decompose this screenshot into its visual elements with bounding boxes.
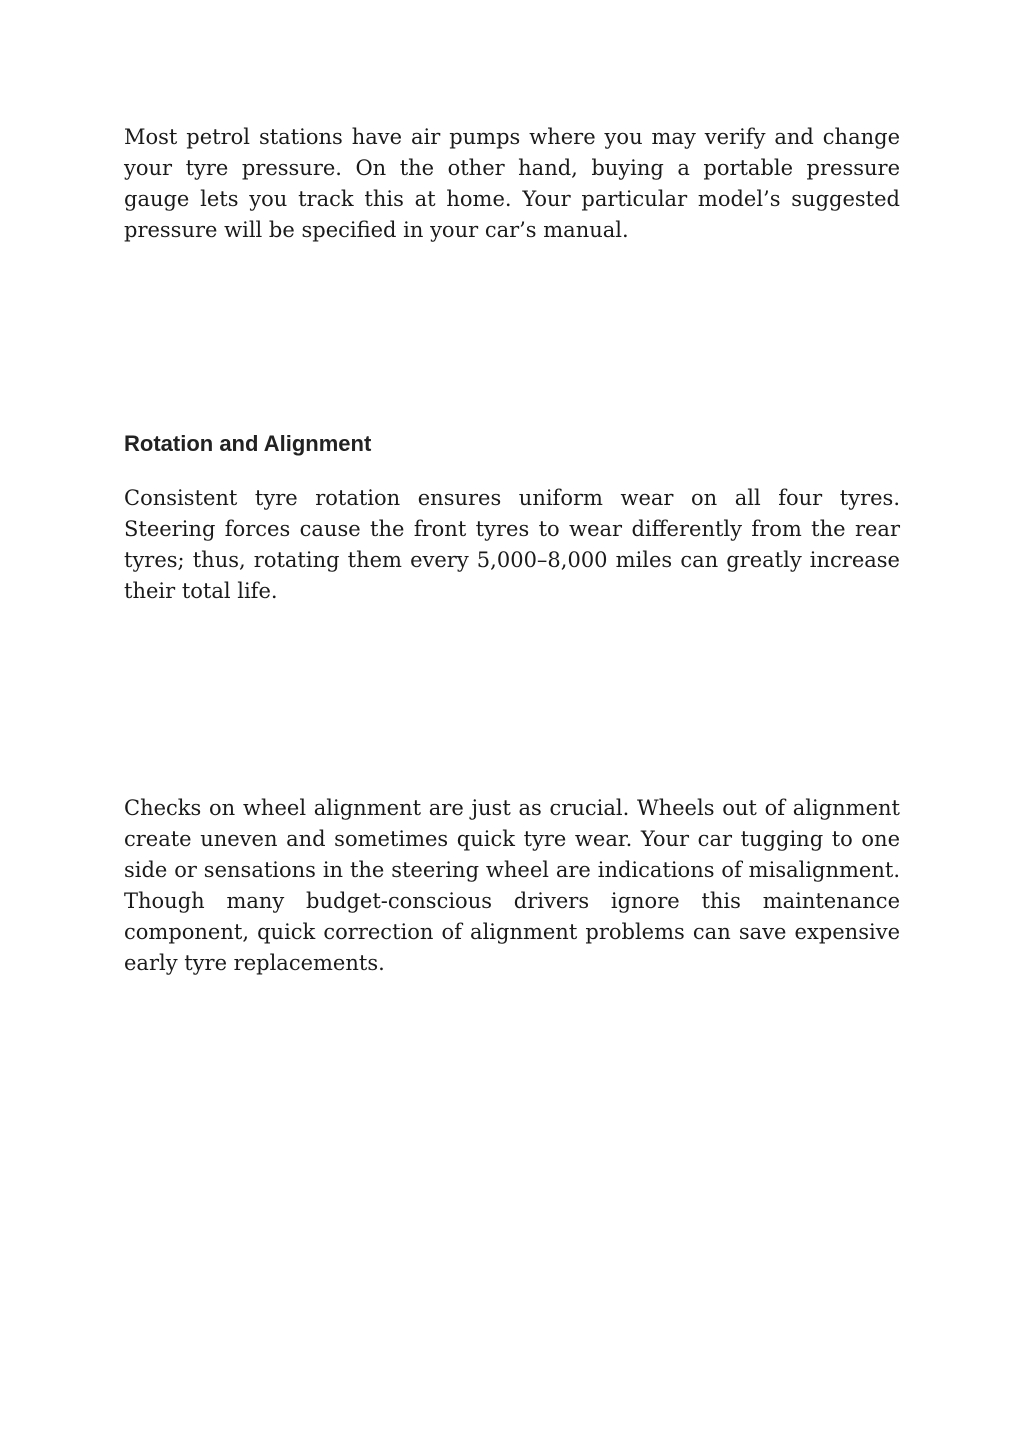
- tyre-rotation-paragraph: Consistent tyre rotation ensures uniform wear on all four tyres. Steering forces cause the front tyres to wear differently from the rear tyres; thus, rotating them every 5,000–8,000 miles can greatly increase their total life.: [124, 486, 900, 603]
- wheel-alignment-paragraph: Checks on wheel alignment are just as crucial. Wheels out of alignment create uneven and sometimes quick tyre wear. Your car tugging to one side or sensations in the steering wheel are indications of misalignment. Though many budget-conscious drivers ignore this maintenance component, quick correction of alignment problems can save expensive early tyre replacements.: [124, 796, 900, 975]
- tyre-pressure-paragraph: Most petrol stations have air pumps where you may verify and change your tyre pressure. On the other hand, buying a portable pressure gauge lets you track this at home. Your particular model’s suggested pressure will be specified in your car’s manual.: [124, 125, 900, 242]
- section-heading: Rotation and Alignment: [124, 431, 372, 456]
